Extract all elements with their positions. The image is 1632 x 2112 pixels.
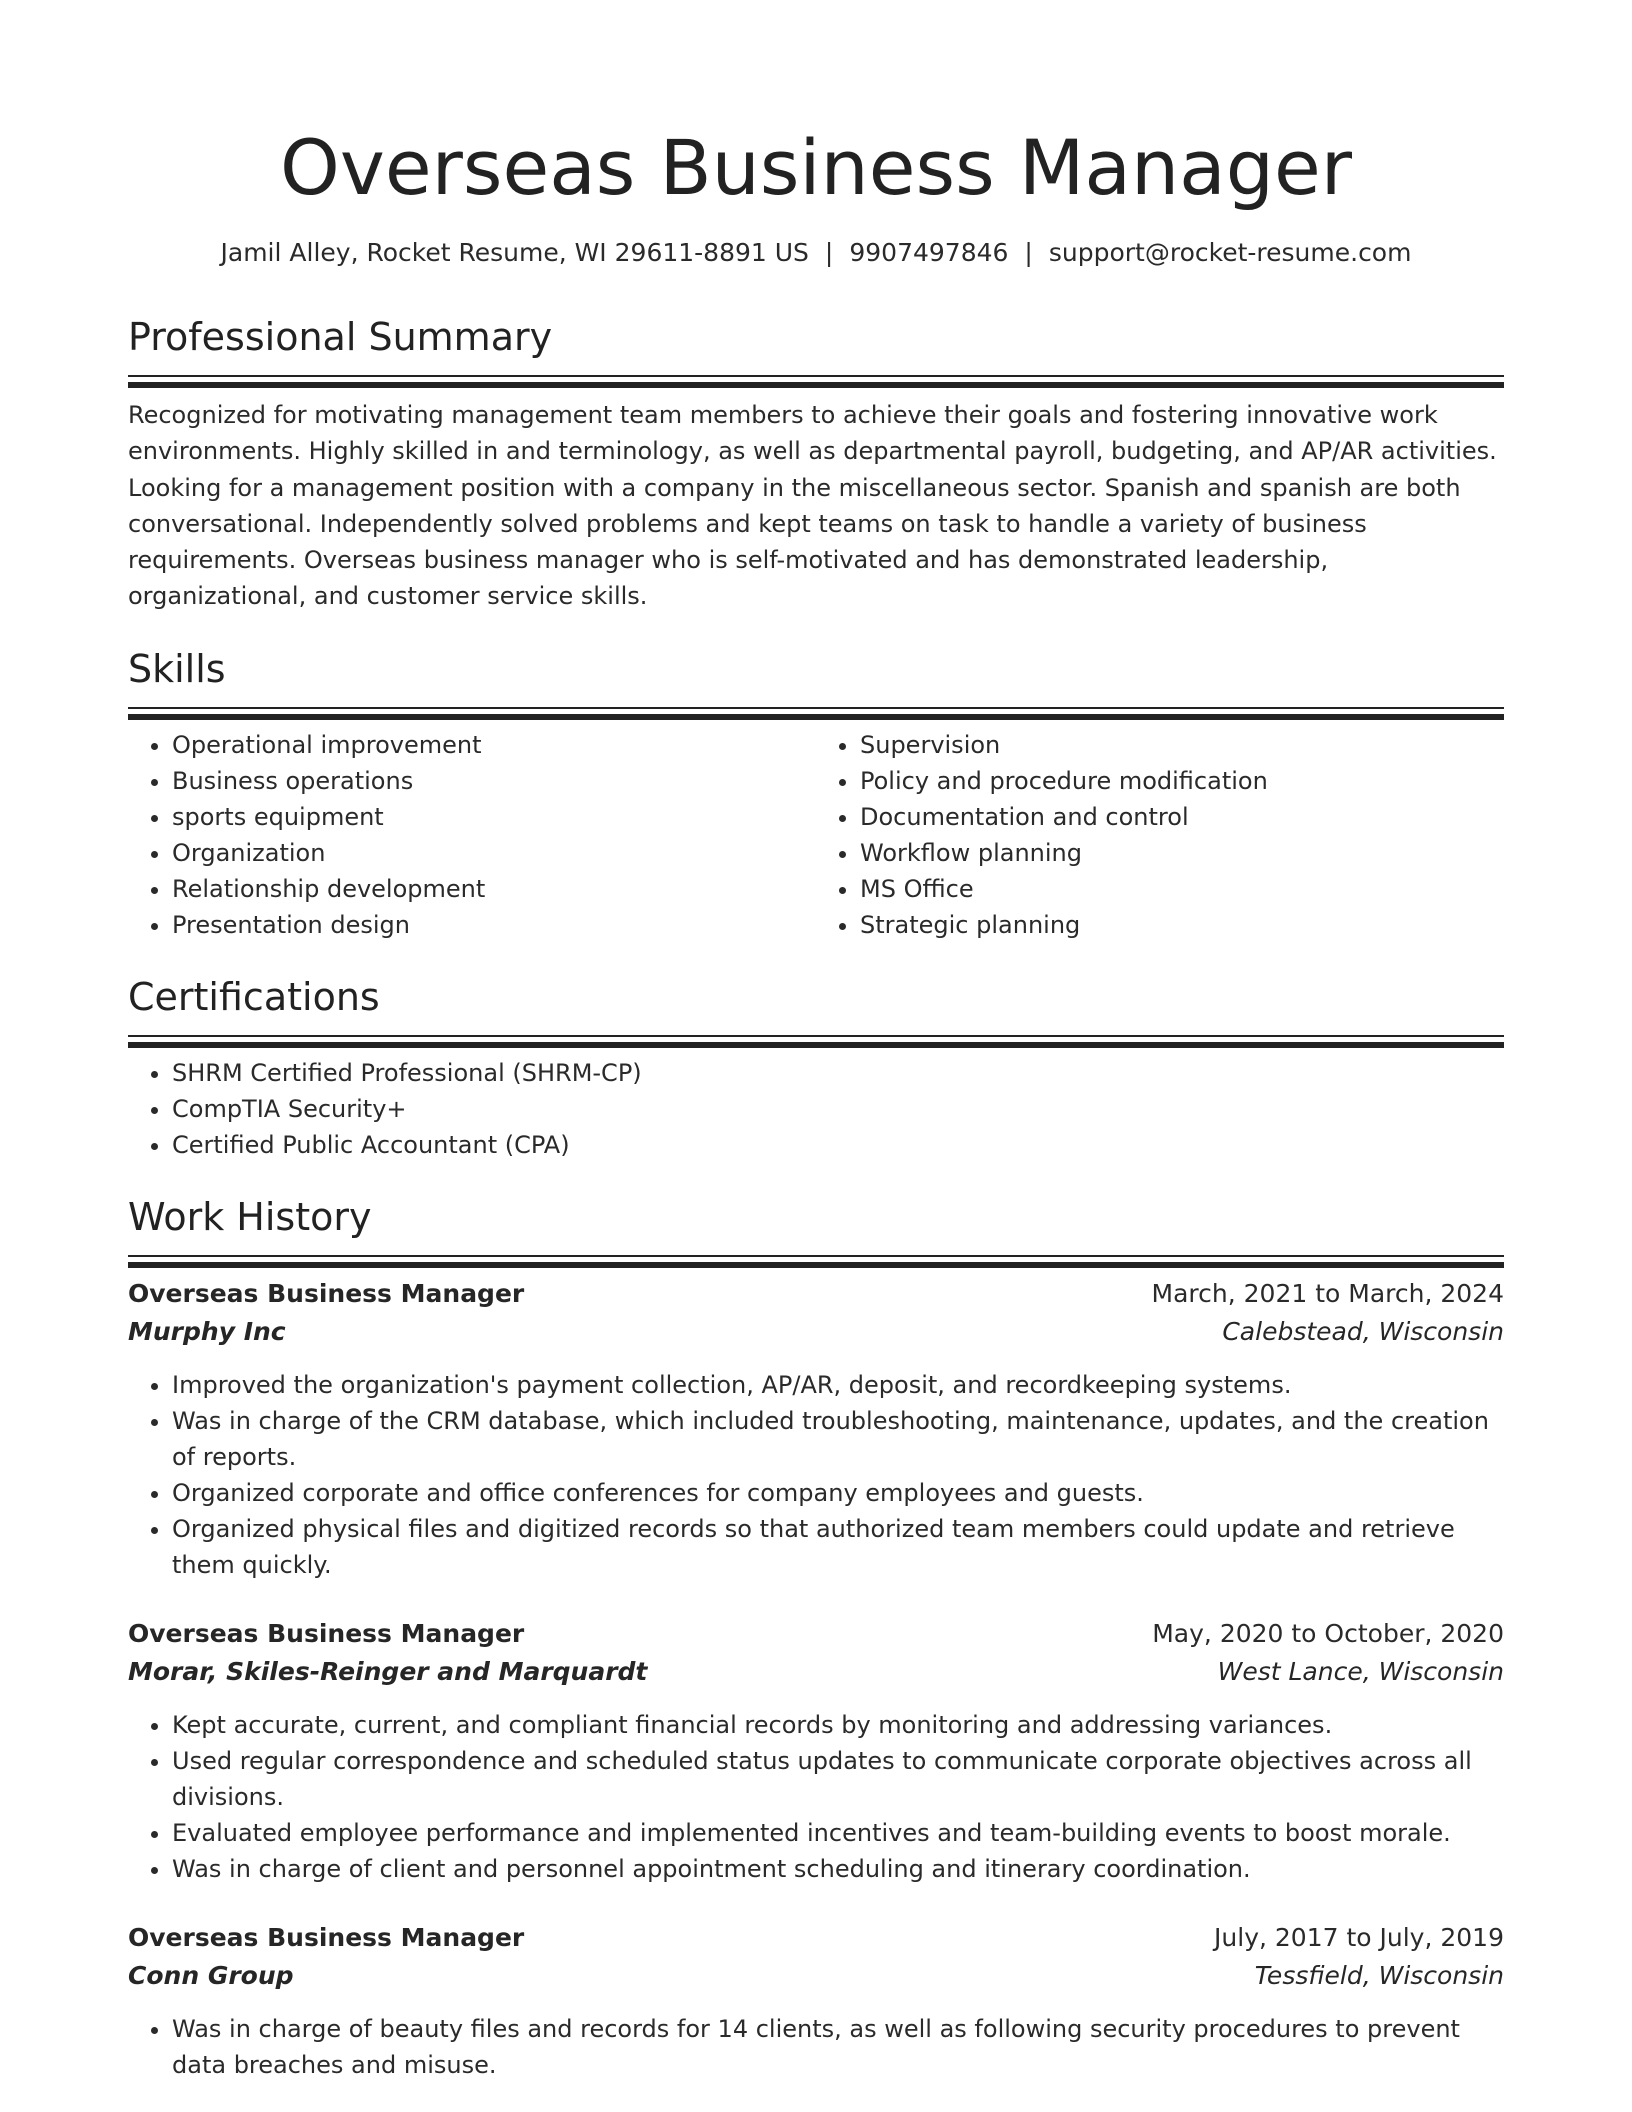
skills-grid — [128, 727, 1504, 943]
job-company: Morar, Skiles-Reinger and Marquardt — [128, 1656, 648, 1686]
skill-item: • MS Office — [860, 871, 1504, 907]
job-bullet: • Was in charge of the CRM database, which included troubleshooting, maintenance, updates, and the creation of reports. — [172, 1403, 1504, 1475]
job-bullets — [128, 2011, 1504, 2083]
job-location: Calebstead, Wisconsin — [1222, 1316, 1504, 1346]
contact-phone: 9907497846 — [849, 238, 1009, 267]
skill-item: • Supervision — [860, 727, 1504, 763]
job-company-row — [128, 1313, 1504, 1351]
job-bullets — [128, 1367, 1504, 1583]
section-divider — [128, 707, 1504, 709]
skill-item: • Organization — [172, 835, 816, 871]
job-entry — [128, 1615, 1504, 1887]
skill-item: • Business operations — [172, 763, 816, 799]
job-header-row — [128, 1919, 1504, 1957]
summary-section — [128, 313, 1504, 615]
job-header-row — [128, 1615, 1504, 1653]
skills-list-right — [816, 727, 1504, 943]
contact-email: support@rocket-resume.com — [1048, 238, 1412, 267]
section-divider — [128, 1035, 1504, 1037]
certification-item: • CompTIA Security+ — [172, 1091, 1504, 1127]
job-title: Overseas Business Manager — [128, 1922, 525, 1952]
skills-section — [128, 645, 1504, 943]
job-dates: May, 2020 to October, 2020 — [1152, 1618, 1504, 1648]
certifications-list — [128, 1055, 1504, 1163]
job-bullet: • Kept accurate, current, and compliant financial records by monitoring and addressing variances. — [172, 1707, 1504, 1743]
contact-separator: | — [1024, 238, 1033, 267]
job-entry — [128, 1275, 1504, 1583]
job-header-row — [128, 1275, 1504, 1313]
section-divider — [128, 375, 1504, 377]
skill-item: • Policy and procedure modification — [860, 763, 1504, 799]
work-history-section — [128, 1193, 1504, 2083]
job-location: West Lance, Wisconsin — [1217, 1656, 1504, 1686]
job-location: Tessfield, Wisconsin — [1254, 1960, 1504, 1990]
certification-item: • Certified Public Accountant (CPA) — [172, 1127, 1504, 1163]
job-bullet: • Organized corporate and office conferences for company employees and guests. — [172, 1475, 1504, 1511]
job-bullet: • Evaluated employee performance and implemented incentives and team-building events to boost morale. — [172, 1815, 1504, 1851]
job-bullets — [128, 1707, 1504, 1887]
skill-item: • sports equipment — [172, 799, 816, 835]
job-bullet: • Improved the organization's payment collection, AP/AR, deposit, and recordkeeping systems. — [172, 1367, 1504, 1403]
skill-item: • Strategic planning — [860, 907, 1504, 943]
job-entry — [128, 1919, 1504, 2083]
job-dates: March, 2021 to March, 2024 — [1151, 1278, 1504, 1308]
contact-address: Jamil Alley, Rocket Resume, WI 29611-8891 US — [220, 238, 809, 267]
certifications-section — [128, 973, 1504, 1163]
skills-list-left — [128, 727, 816, 943]
job-bullet: • Used regular correspondence and scheduled status updates to communicate corporate objectives across all divisions. — [172, 1743, 1504, 1815]
skill-item: • Documentation and control — [860, 799, 1504, 835]
contact-line — [128, 236, 1504, 270]
job-bullet: • Was in charge of client and personnel appointment scheduling and itinerary coordination. — [172, 1851, 1504, 1887]
job-dates: July, 2017 to July, 2019 — [1214, 1922, 1504, 1952]
resume-page — [128, 0, 1504, 2083]
section-heading: Skills — [128, 646, 226, 691]
section-heading: Work History — [128, 1194, 372, 1239]
certification-item: • SHRM Certified Professional (SHRM-CP) — [172, 1055, 1504, 1091]
job-company: Conn Group — [128, 1960, 294, 1990]
job-company-row — [128, 1957, 1504, 1995]
summary-text: Recognized for motivating management team members to achieve their goals and fostering innovative work environments. Highly skilled in and terminology, as well as departmental payroll, budgeting, and AP/AR activities. Looking for a management position with a company in the miscellaneous sector. Spanish and spanish are both conversational. Independently solved problems and kept teams on task to handle a variety of business requirements. Overseas business manager who is self-motivated and has demonstrated leadership, organizational, and customer service skills. — [128, 401, 1497, 611]
skill-item: • Presentation design — [172, 907, 816, 943]
resume-name-title: Overseas Business Manager — [280, 123, 1352, 212]
section-heading: Professional Summary — [128, 315, 553, 359]
job-bullet: • Organized physical files and digitized records so that authorized team members could update and retrieve them quickly. — [172, 1511, 1504, 1583]
job-bullet: • Was in charge of beauty files and records for 14 clients, as well as following security procedures to prevent data breaches and misuse. — [172, 2011, 1504, 2083]
job-company: Murphy Inc — [128, 1316, 286, 1346]
job-company-row — [128, 1653, 1504, 1691]
contact-separator: | — [824, 238, 834, 267]
job-title: Overseas Business Manager — [128, 1618, 525, 1648]
skill-item: • Operational improvement — [172, 727, 816, 763]
skill-item: • Workflow planning — [860, 835, 1504, 871]
job-title: Overseas Business Manager — [128, 1278, 525, 1308]
section-heading: Certifications — [128, 974, 380, 1019]
skill-item: • Relationship development — [172, 871, 816, 907]
section-divider — [128, 1255, 1504, 1257]
